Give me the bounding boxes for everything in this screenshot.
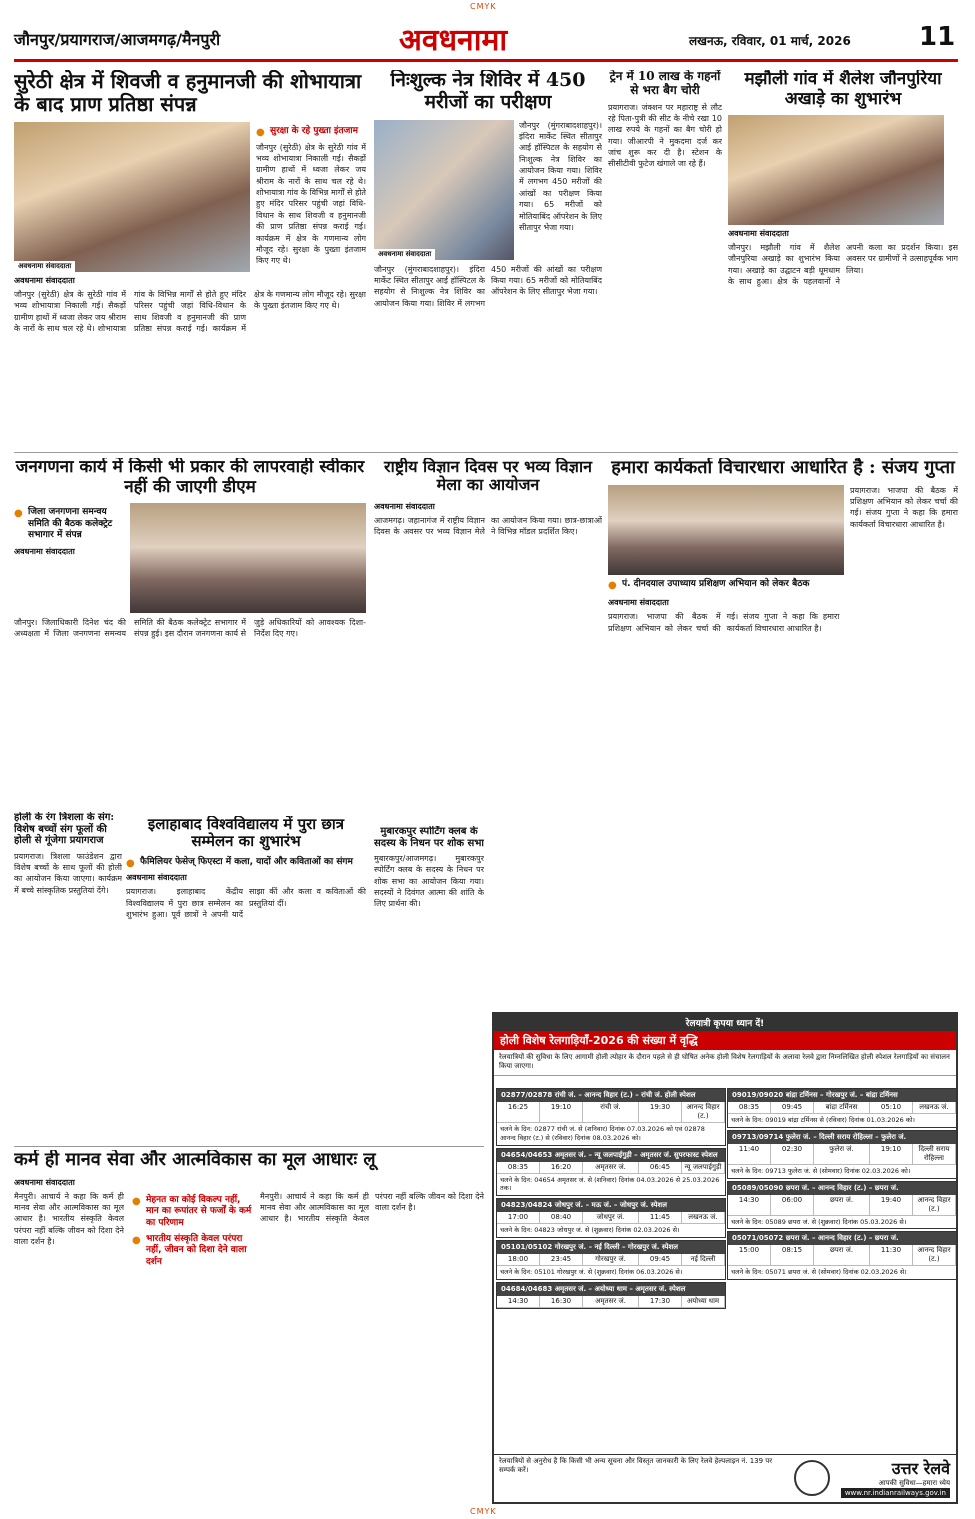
time-cell: 14:30 [497,1296,540,1308]
time-cell: 19:40 [870,1195,913,1216]
station-cell: न्यू जलपाईगुड़ी [682,1162,725,1174]
photo-meeting [130,503,366,613]
article-alumni [126,816,366,1142]
train-box [727,1181,957,1230]
train-note: चलने के दिन: 05071 छपरा जं. से (सोमवार) दिनांक 02.03.2026 से। [731,1268,907,1277]
ad-header: रेलयात्री कृपया ध्यान दें! [494,1014,956,1031]
divider [14,1146,484,1147]
railway-ad [492,1012,958,1504]
station-cell: लखनऊ जं. [682,1212,725,1224]
body-text: मुबारकपुर/आजमगढ़। मुबारकपुर स्पोर्टिंग क्लब के सदस्य के निधन पर शोक सभा का आयोजन किया गया। सदस्यों ने दिवंगत आत्मा की शांति के लिए प्रार्थना की। [374,854,484,909]
train-box [496,1240,726,1280]
train-list-right [727,1088,957,1282]
article-sanjay-gupta [608,458,958,1006]
train-timetable [728,1102,956,1114]
train-timetable [497,1162,725,1174]
train-title: 05101/05102 गोरखपुर जं. – नई दिल्ली – गोरखपुर जं. स्पेशल [497,1241,725,1254]
time-cell: 06:45 [639,1162,682,1174]
section-title: जौनपुर/प्रयागराज/आजमगढ़/मैनपुरी [14,30,221,49]
body-columns: जौनपुर। मझौली गांव में शैलेश जौनपुरिया अखाड़े का शुभारंभ किया गया। अखाड़े का उद्घाटन बड़ी धूमधाम के साथ हुआ। क्षेत्र के पहलवानों ने अपनी कला का प्रदर्शन किया। इस अवसर पर ग्रामीणों ने उत्साहपूर्वक भाग लिया। [728,243,958,287]
headline: सुरेठी क्षेत्र में शिवजी व हनुमानजी की शोभायात्रा के बाद प्राण प्रतिष्ठा संपन्न [14,70,362,116]
brand-url: www.nr.indianrailways.gov.in [841,1488,950,1498]
time-cell: 09:45 [639,1254,682,1266]
time-cell: 02:30 [771,1144,814,1165]
train-note: चलने के दिन: 09019 बांद्रा टर्मिनस से (रविवार) दिनांक 01.03.2026 को। [731,1116,915,1124]
train-note: चलने के दिन: 04654 अमृतसर जं. से (शनिवार) दिनांक 04.03.2026 से 25.03.2026 तक। [500,1175,720,1193]
headline: मुबारकपुर स्पोर्टिंग क्लब के सदस्य के निधन पर शोक सभा [374,826,484,849]
train-title: 09713/09714 फुलेरा जं. – दिल्ली सराय रोहिल्ला – फुलेरा जं. [728,1131,956,1144]
station-cell: आनन्द विहार (ट.) [913,1245,956,1266]
train-box [727,1231,957,1280]
masthead [14,18,958,62]
train-title: 09019/09020 बांद्रा टर्मिनस – गोरखपुर जं. – बांद्रा टर्मिनस [728,1089,956,1102]
train-box [727,1130,957,1179]
byline: अवधनामा संवाददाता [728,229,789,239]
station-cell: आनन्द विहार (ट.) [682,1102,725,1123]
ad-title: होली विशेष रेलगाड़ियाँ-2026 की संख्या में वृद्धि [494,1031,956,1050]
photo-procession [14,122,250,272]
subhead-2: ● भारतीय संस्कृति केवल परंपरा नहीं, जीवन को दिशा देने वाला दर्शन [132,1234,252,1269]
headline: जनगणना कार्य में किसी भी प्रकार की लापरवाही स्वीकार नहीं की जाएगी डीएम [15,458,365,497]
train-timetable [497,1296,725,1308]
time-cell: 11:45 [639,1212,682,1224]
dateline: लखनऊ, रविवार, 01 मार्च, 2026 [689,34,851,48]
time-cell: 08:35 [497,1162,540,1174]
byline: अवधनामा संवाददाता [14,276,75,285]
time-cell: 19:10 [870,1144,913,1165]
station-cell: बांद्रा टर्मिनस [814,1102,870,1114]
photo-caption: अवधनामा संवाददाता [374,249,435,260]
train-timetable [728,1245,956,1266]
train-note: चलने के दिन: 05089 छपरा जं. से (शुक्रवार) दिनांक 05.03.2026 से। [731,1217,907,1226]
photo-akhada [728,115,944,225]
article-holi [14,812,122,1142]
station-cell: जोधपुर जं. [583,1212,639,1224]
train-timetable [497,1102,725,1123]
time-cell: 18:00 [497,1254,540,1266]
station-cell: फुलेरा जं. [814,1144,870,1165]
time-cell: 17:00 [497,1212,540,1224]
station-cell: अमृतसर जं. [583,1162,639,1174]
time-cell: 16:30 [540,1296,583,1308]
time-cell: 16:25 [497,1102,540,1123]
train-note: चलने के दिन: 04823 जोधपुर जं. से (शुक्रवार) दिनांक 02.03.2026 से। [500,1226,680,1235]
station-cell: रांची जं. [583,1102,639,1123]
body-columns: प्रयागराज। इलाहाबाद केंद्रीय विश्वविद्यालय में पुरा छात्र सम्मेलन का शुभारंभ हुआ। पूर्व छात्रों ने अपनी यादें साझा कीं और कला व कविताओं की प्रस्तुतियां दीं। [126,887,366,919]
photo-bjp-meeting [608,485,844,575]
station-cell: नई दिल्ली [682,1254,725,1266]
time-cell: 19:30 [639,1102,682,1123]
article-shobhayatra [14,70,366,448]
article-akhada [728,70,958,448]
railway-brand [841,1457,950,1498]
body-text: जौनपुर (सुरेठी) क्षेत्र के सुरेठी गांव में भव्य शोभायात्रा निकाली गई। सैकड़ों ग्रामीण हाथों में ध्वजा लेकर जय श्रीराम के नारों के साथ चल रहे थे। शोभायात्रा गांव के विभिन्न मार्गों से होते हुए मंदिर परिसर पहुंची जहां विधि-विधान के साथ शिवजी व हनुमानजी की प्राण प्रतिष्ठा संपन्न कराई गई। कार्यक्रम में क्षेत्र के गणमान्य लोग मौजूद रहे। सुरक्षा के पुख्ता इंतजाम किए गए थे। [256,142,366,266]
time-cell: 08:15 [771,1245,814,1266]
train-title: 04823/04824 जोधपुर जं. – मऊ जं. – जोधपुर जं. स्पेशल [497,1199,725,1212]
photo-caption: अवधनामा संवाददाता [14,261,75,272]
time-cell: 05:10 [870,1102,913,1114]
cmyk-mark-bottom: CMYK [470,1507,497,1516]
train-list-left [496,1088,726,1311]
subhead: ● फैमिलियर फेसेज् फिएस्टा में कला, यादों और कविताओं का संगम [126,857,366,869]
train-note: चलने के दिन: 02877 रांची जं. से (शनिवार) दिनांक 07.03.2026 को एवं 02878 आनन्द विहार (ट.) से (रविवार) दिनांक 08.03.2026 को। [500,1125,705,1142]
time-cell: 19:10 [540,1102,583,1123]
station-cell: आनन्द विहार (ट.) [913,1195,956,1216]
time-cell: 11:40 [728,1144,771,1165]
subhead: ● सुरक्षा के रहे पुख्ता इंतजाम [256,126,366,138]
byline: अवधनामा संवाददाता [126,873,187,883]
headline: इलाहाबाद विश्वविद्यालय में पुरा छात्र सम्मेलन का शुभारंभ [147,816,345,851]
ad-helpline-msg: रेलयात्रियों से अनुरोध है कि किसी भी अन्य सूचना और विस्तृत जानकारी के लिए रेलवे हेल्पलाइन नं. 139 पर सम्पर्क करें। [499,1457,773,1475]
time-cell: 08:40 [540,1212,583,1224]
station-cell: अमृतसर जं. [583,1296,639,1308]
article-eye-camp [374,70,602,448]
body-columns: प्रयागराज। भाजपा की बैठक में प्रशिक्षण अभियान को लेकर चर्चा की गई। संजय गुप्ता ने कहा कि हमारा कार्यकर्ता विचारधारा आधारित है। [608,612,840,633]
train-timetable [497,1212,725,1224]
station-cell: दिल्ली सराय रोहिल्ला [913,1144,956,1165]
body-columns: जौनपुर (सुरेठी) क्षेत्र के सुरेठी गांव में भव्य शोभायात्रा निकाली गई। सैकड़ों ग्रामीण हाथों में ध्वजा लेकर जय श्रीराम के नारों के साथ चल रहे थे। शोभायात्रा गांव के विभिन्न मार्गों से होते हुए मंदिर परिसर पहुंची जहां विधि-विधान के साथ शिवजी व हनुमानजी की प्राण प्रतिष्ठा संपन्न कराई गई। कार्यक्रम में क्षेत्र के गणमान्य लोग मौजूद रहे। सुरक्षा के पुख्ता इंतजाम किए गए थे। [14,290,366,334]
train-box [496,1198,726,1238]
body-text: प्रयागराज। जंक्शन पर महाराष्ट्र से लौट रहे पिता-पुत्री की सीट के नीचे रखा 10 लाख रुपये के गहनों का बैग चोरी हो गया। जीआरपी ने मुकदमा दर्ज कर जांच शुरू कर दी है। स्टेशन के सीसीटीवी फुटेज खंगाले जा रहे हैं। [608,102,722,169]
article-condolence [374,826,484,1142]
subhead-1: ● मेहनत का कोई विकल्प नहीं, मान का रूपांतर से फर्जों के कर्म का परिणाम [132,1195,252,1230]
brand-name: उत्तर रेलवे [891,1459,950,1478]
article-train-theft [608,70,722,448]
article-karma [14,1150,484,1506]
train-title: 05089/05090 छपरा जं. – आनन्द विहार (ट.) – छपरा जं. [728,1182,956,1195]
time-cell: 16:20 [540,1162,583,1174]
train-timetable [728,1144,956,1165]
station-cell: छपरा जं. [814,1195,870,1216]
newspaper-logo: अवधनामा [399,23,508,58]
headline: ट्रेन में 10 लाख के गहनों से भरा बैग चोरी [609,70,721,97]
brand-tagline: आपकी सुविधा—हमारा ध्येय [878,1479,950,1487]
train-box [727,1088,957,1128]
time-cell: 09:45 [771,1102,814,1114]
divider [14,452,958,453]
byline: अवधनामा संवाददाता [14,1177,75,1187]
station-cell: अयोध्या धाम [682,1296,725,1308]
headline: मझौली गांव में शैलेश जौनपुरिया अखाड़े का शुभारंभ [744,70,942,109]
article-census [14,458,366,808]
byline: अवधनामा संवाददाता [14,547,75,557]
train-box [496,1148,726,1197]
body-columns: मैनपुरी। आचार्य ने कहा कि कर्म ही मानव सेवा और आत्मविकास का मूल आधार है। भारतीय संस्कृति केवल परंपरा नहीं बल्कि जीवन को दिशा देने वाला दर्शन है। [260,1191,484,1224]
time-cell: 23:45 [540,1254,583,1266]
train-title: 04654/04653 अमृतसर जं. – न्यू जलपाईगुड़ी – अमृतसर जं. सुपरफास्ट स्पेशल [497,1149,725,1162]
train-note: चलने के दिन: 09713 फुलेरा जं. से (सोमवार) दिनांक 02.03.2026 को। [731,1166,911,1175]
train-title: 02877/02878 रांची जं. – आनन्द विहार (ट.) – रांची जं. होली स्पेशल [497,1089,725,1102]
time-cell: 17:30 [639,1296,682,1308]
train-title: 05071/05072 छपरा जं. – आनन्द विहार (ट.) – छपरा जं. [728,1232,956,1245]
time-cell: 11:30 [870,1245,913,1266]
ad-intro: रेलयात्रियों की सुविधा के लिए आगामी होली त्योहार के दौरान पहले से ही घोषित अनेक होली विशेष रेलगाड़ियों के अलावा रेलवे द्वारा निम्नलिखित होली स्पेशल रेलगाड़ियों का संचालन किया जाएगा। [494,1050,956,1076]
headline: कर्म ही मानव सेवा और आत्मविकास का मूल आधारः लू [14,1150,376,1170]
station-cell: लखनऊ जं. [913,1102,956,1114]
train-box [496,1088,726,1146]
body-text: प्रयागराज। भाजपा की बैठक में प्रशिक्षण अभियान को लेकर चर्चा की गई। संजय गुप्ता ने कहा कि हमारा कार्यकर्ता विचारधारा आधारित है। [850,485,958,529]
body-columns: आजमगढ़। जहानागंज में राष्ट्रीय विज्ञान दिवस के अवसर पर भव्य विज्ञान मेले का आयोजन किया गया। छात्र-छात्राओं ने विभिन्न मॉडल प्रदर्शित किए। [374,515,602,537]
time-cell: 08:35 [728,1102,771,1114]
headline: निःशुल्क नेत्र शिविर में 450 मरीजों का परीक्षण [390,70,586,113]
cmyk-mark-top: CMYK [470,2,497,11]
byline: अवधनामा संवाददाता [608,598,669,608]
railway-logo-icon [794,1460,830,1496]
time-cell: 15:00 [728,1245,771,1266]
body-text: प्रयागराज। त्रिशला फाउंडेशन द्वारा विशेष बच्चों के साथ फूलों की होली का आयोजन किया जाएगा। कार्यक्रम में बच्चे सांस्कृतिक प्रस्तुतियां देंगे। [14,851,122,895]
station-cell: गोरखपुर जं. [583,1254,639,1266]
train-note: चलने के दिन: 05101 गोरखपुर जं. से (शुक्रवार) दिनांक 06.03.2026 से। [500,1267,683,1276]
subhead: ● जिला जनगणना समन्वय समिति की बैठक कलेक्ट्रेट सभागार में संपन्न [14,507,124,542]
station-cell: छपरा जं. [814,1245,870,1266]
headline: हमारा कार्यकर्ता विचारधारा आधारित है : संजय गुप्ता [611,458,955,478]
train-timetable [497,1254,725,1266]
time-cell: 06:00 [771,1195,814,1216]
article-science-fair [374,458,602,820]
body-columns: जौनपुर। जिलाधिकारी दिनेश चंद की अध्यक्षता में जिला जनगणना समन्वय समिति की बैठक कलेक्ट्रेट सभागार में संपन्न हुई। इस दौरान जनगणना कार्य से जुड़े अधिकारियों को आवश्यक दिशा-निर्देश दिए गए। [14,618,366,639]
headline: राष्ट्रीय विज्ञान दिवस पर भव्य विज्ञान मेला का आयोजन [384,458,592,495]
subhead: ● पं. दीनदयाल उपाध्याय प्रशिक्षण अभियान को लेकर बैठक [608,579,844,591]
body-columns: जौनपुर (मुंगराबादशाहपुर)। इंदिरा मार्केट स्थित सीतापुर आई हॉस्पिटल के सहयोग से निःशुल्क नेत्र शिविर का आयोजन किया गया। शिविर में लगभग 450 मरीजों की आंखों का परीक्षण किया गया। 65 मरीजों को मोतियाबिंद ऑपरेशन के लिए सीतापुर भेजा गया। [374,264,602,308]
byline: अवधनामा संवाददाता [374,501,435,511]
ad-footer [494,1454,956,1502]
headline: होली के रंग त्रिशला के संग: विशेष बच्चों संग फूलों की होली से गूंजेगा प्रयागराज [14,812,115,846]
photo-eye-camp [374,120,514,260]
page-number: 11 [919,22,956,52]
train-title: 04684/04683 अमृतसर जं. – अयोध्या धाम – अमृतसर जं. स्पेशल [497,1283,725,1296]
time-cell: 14:30 [728,1195,771,1216]
body-text: मैनपुरी। आचार्य ने कहा कि कर्म ही मानव सेवा और आत्मविकास का मूल आधार है। भारतीय संस्कृति केवल परंपरा नहीं बल्कि जीवन को दिशा देने वाला दर्शन है। [14,1191,124,1247]
train-timetable [728,1195,956,1216]
body-text: जौनपुर (मुंगराबादशाहपुर)। इंदिरा मार्केट स्थित सीतापुर आई हॉस्पिटल के सहयोग से निःशुल्क नेत्र शिविर का आयोजन किया गया। शिविर में लगभग 450 मरीजों की आंखों का परीक्षण किया गया। 65 मरीजों को मोतियाबिंद ऑपरेशन के लिए सीतापुर भेजा गया। [519,120,602,232]
train-box [496,1282,726,1309]
